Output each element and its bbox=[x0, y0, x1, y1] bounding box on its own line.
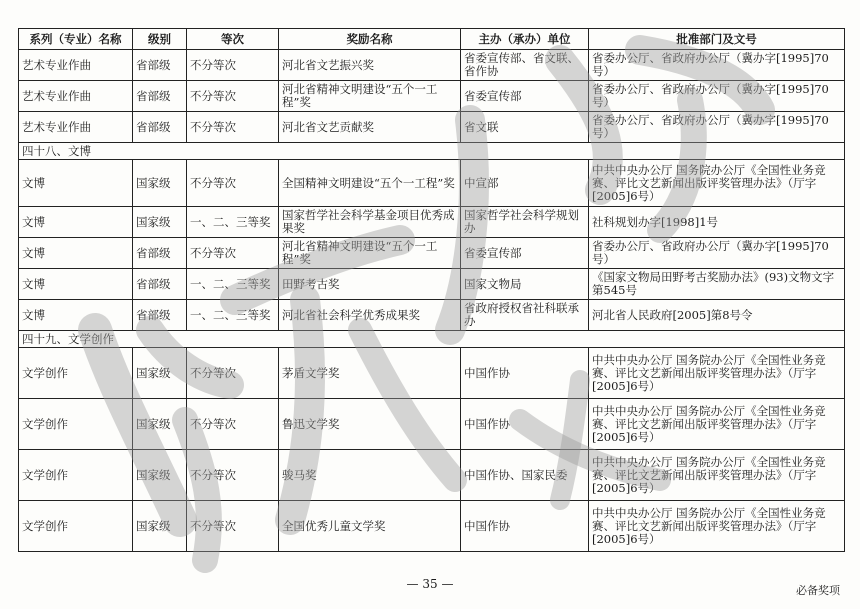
table-row bbox=[19, 450, 845, 501]
page-number: — 35 — bbox=[406, 577, 454, 591]
table-row bbox=[19, 81, 845, 112]
table-row bbox=[19, 207, 845, 238]
section-row bbox=[19, 331, 845, 348]
cell-series: 文博 bbox=[19, 160, 133, 207]
header-organizer: 主办（承办）单位 bbox=[461, 29, 589, 50]
cell-award-name: 全国精神文明建设“五个一工程”奖 bbox=[279, 160, 461, 207]
table-row bbox=[19, 112, 845, 143]
cell-level: 省部级 bbox=[133, 50, 187, 81]
cell-approval: 省委办公厅、省政府办公厅（冀办字[1995]70号） bbox=[589, 112, 845, 143]
cell-series: 文学创作 bbox=[19, 399, 133, 450]
cell-organizer: 国家文物局 bbox=[461, 269, 589, 300]
cell-approval: 中共中央办公厅 国务院办公厅《全国性业务竞赛、评比文艺新闻出版评奖管理办法》（厅字[2005]6号） bbox=[589, 399, 845, 450]
cell-grade: 不分等次 bbox=[187, 450, 279, 501]
cell-grade: 不分等次 bbox=[187, 50, 279, 81]
awards-table bbox=[18, 28, 845, 552]
cell-grade: 不分等次 bbox=[187, 238, 279, 269]
cell-grade: 不分等次 bbox=[187, 81, 279, 112]
section-title: 四十八、文博 bbox=[19, 143, 845, 160]
table-row bbox=[19, 300, 845, 331]
cell-level: 国家级 bbox=[133, 207, 187, 238]
cell-grade: 一、二、三等奖 bbox=[187, 300, 279, 331]
cell-grade: 不分等次 bbox=[187, 112, 279, 143]
cell-award-name: 国家哲学社会科学基金项目优秀成果奖 bbox=[279, 207, 461, 238]
cell-organizer: 中国作协 bbox=[461, 501, 589, 552]
cell-series: 艺术专业作曲 bbox=[19, 81, 133, 112]
table-row bbox=[19, 501, 845, 552]
cell-organizer: 省政府授权省社科联承办 bbox=[461, 300, 589, 331]
cell-series: 文学创作 bbox=[19, 450, 133, 501]
header-level: 级别 bbox=[133, 29, 187, 50]
header-award-name: 奖励名称 bbox=[279, 29, 461, 50]
cell-organizer: 中国作协、国家民委 bbox=[461, 450, 589, 501]
cell-award-name: 骏马奖 bbox=[279, 450, 461, 501]
cell-level: 国家级 bbox=[133, 399, 187, 450]
cell-award-name: 茅盾文学奖 bbox=[279, 348, 461, 399]
cell-approval: 河北省人民政府[2005]第8号令 bbox=[589, 300, 845, 331]
cell-approval: 省委办公厅、省政府办公厅（冀办字[1995]70号） bbox=[589, 238, 845, 269]
cell-approval: 中共中央办公厅 国务院办公厅《全国性业务竞赛、评比文艺新闻出版评奖管理办法》（厅字[2005]6号） bbox=[589, 450, 845, 501]
table-row bbox=[19, 269, 845, 300]
cell-level: 省部级 bbox=[133, 81, 187, 112]
table-row bbox=[19, 160, 845, 207]
cell-level: 国家级 bbox=[133, 450, 187, 501]
cell-grade: 不分等次 bbox=[187, 160, 279, 207]
section-label: 必备奖项 bbox=[796, 584, 840, 597]
cell-organizer: 省委宣传部、省文联、省作协 bbox=[461, 50, 589, 81]
header-series: 系列（专业）名称 bbox=[19, 29, 133, 50]
cell-award-name: 河北省精神文明建设“五个一工程”奖 bbox=[279, 238, 461, 269]
section-title: 四十九、文学创作 bbox=[19, 331, 845, 348]
cell-series: 艺术专业作曲 bbox=[19, 112, 133, 143]
cell-series: 文博 bbox=[19, 269, 133, 300]
cell-level: 省部级 bbox=[133, 112, 187, 143]
cell-series: 文博 bbox=[19, 207, 133, 238]
cell-series: 文博 bbox=[19, 300, 133, 331]
cell-grade: 不分等次 bbox=[187, 399, 279, 450]
cell-level: 国家级 bbox=[133, 160, 187, 207]
cell-level: 国家级 bbox=[133, 501, 187, 552]
cell-award-name: 河北省社会科学优秀成果奖 bbox=[279, 300, 461, 331]
cell-organizer: 中国作协 bbox=[461, 348, 589, 399]
cell-award-name: 田野考古奖 bbox=[279, 269, 461, 300]
cell-grade: 一、二、三等奖 bbox=[187, 269, 279, 300]
table-header-row bbox=[19, 29, 845, 50]
cell-level: 省部级 bbox=[133, 269, 187, 300]
cell-award-name: 河北省文艺贡献奖 bbox=[279, 112, 461, 143]
cell-organizer: 国家哲学社会科学规划办 bbox=[461, 207, 589, 238]
cell-organizer: 省委宣传部 bbox=[461, 238, 589, 269]
cell-series: 艺术专业作曲 bbox=[19, 50, 133, 81]
cell-approval: 省委办公厅、省政府办公厅（冀办字[1995]70号） bbox=[589, 50, 845, 81]
cell-approval: 《国家文物局田野考古奖励办法》(93)文物文字第545号 bbox=[589, 269, 845, 300]
cell-award-name: 全国优秀儿童文学奖 bbox=[279, 501, 461, 552]
header-grade: 等次 bbox=[187, 29, 279, 50]
cell-level: 国家级 bbox=[133, 348, 187, 399]
cell-grade: 不分等次 bbox=[187, 501, 279, 552]
cell-approval: 社科规划办字[1998]1号 bbox=[589, 207, 845, 238]
cell-organizer: 中国作协 bbox=[461, 399, 589, 450]
cell-approval: 省委办公厅、省政府办公厅（冀办字[1995]70号） bbox=[589, 81, 845, 112]
cell-organizer: 省文联 bbox=[461, 112, 589, 143]
section-row bbox=[19, 143, 845, 160]
cell-series: 文学创作 bbox=[19, 348, 133, 399]
table-row bbox=[19, 50, 845, 81]
cell-approval: 中共中央办公厅 国务院办公厅《全国性业务竞赛、评比文艺新闻出版评奖管理办法》（厅字[2005]6号） bbox=[589, 348, 845, 399]
cell-series: 文博 bbox=[19, 238, 133, 269]
cell-award-name: 河北省文艺振兴奖 bbox=[279, 50, 461, 81]
cell-approval: 中共中央办公厅 国务院办公厅《全国性业务竞赛、评比文艺新闻出版评奖管理办法》（厅字[2005]6号） bbox=[589, 501, 845, 552]
document-page bbox=[18, 28, 844, 552]
cell-grade: 一、二、三等奖 bbox=[187, 207, 279, 238]
header-approval: 批准部门及文号 bbox=[589, 29, 845, 50]
table-row bbox=[19, 238, 845, 269]
cell-organizer: 中宣部 bbox=[461, 160, 589, 207]
cell-level: 省部级 bbox=[133, 238, 187, 269]
cell-organizer: 省委宣传部 bbox=[461, 81, 589, 112]
cell-grade: 不分等次 bbox=[187, 348, 279, 399]
cell-approval: 中共中央办公厅 国务院办公厅《全国性业务竞赛、评比文艺新闻出版评奖管理办法》（厅字[2005]6号） bbox=[589, 160, 845, 207]
cell-series: 文学创作 bbox=[19, 501, 133, 552]
table-row bbox=[19, 399, 845, 450]
cell-level: 省部级 bbox=[133, 300, 187, 331]
cell-award-name: 河北省精神文明建设“五个一工程”奖 bbox=[279, 81, 461, 112]
table-row bbox=[19, 348, 845, 399]
cell-award-name: 鲁迅文学奖 bbox=[279, 399, 461, 450]
